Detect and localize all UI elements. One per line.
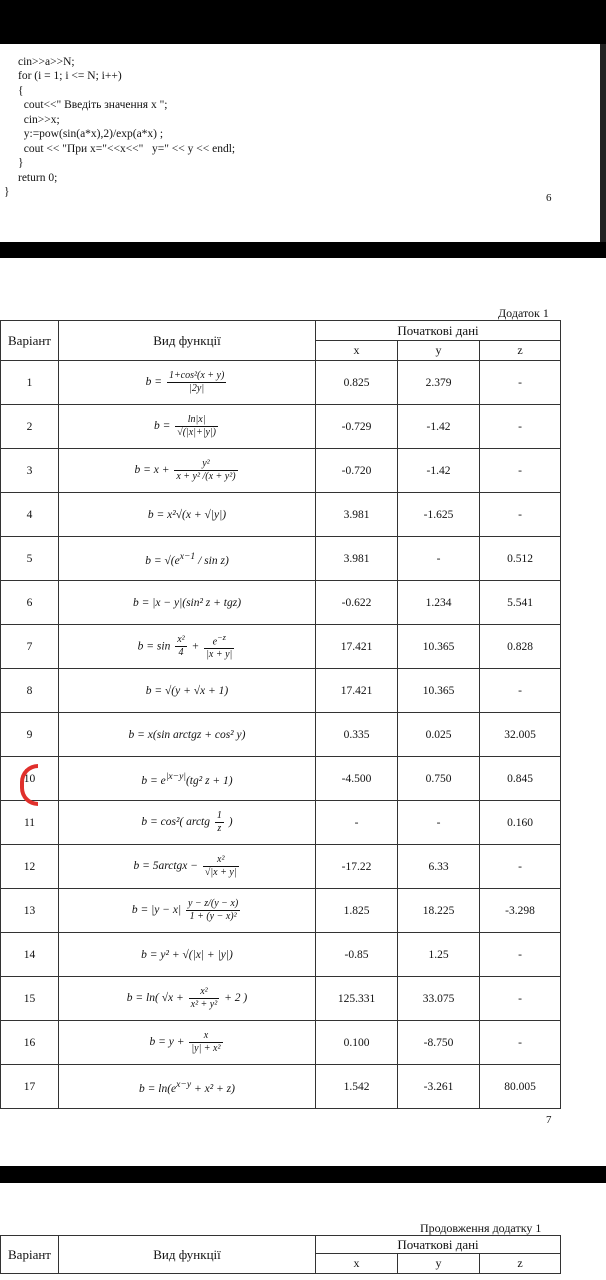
table-row [1, 1065, 561, 1109]
x-cell: 17.421 [316, 669, 398, 713]
x-cell: 125.331 [316, 977, 398, 1021]
table-row [1, 845, 561, 889]
x-header: x [316, 1254, 398, 1274]
code-line: } [4, 186, 10, 198]
variant-cell: 8 [1, 669, 59, 713]
formula-cell: b = x + $\frac{\text{y²}}{\text{x + y² /(x + y²)}}$ [59, 449, 316, 493]
page-7 [0, 258, 606, 1166]
x-cell: 0.100 [316, 1021, 398, 1065]
x-cell: 3.981 [316, 493, 398, 537]
page-number: 7 [546, 1114, 552, 1126]
code-line: { [18, 84, 24, 97]
z-cell: 0.160 [480, 801, 561, 845]
z-cell: - [480, 361, 561, 405]
y-cell: 0.025 [398, 713, 480, 757]
formula-cell: $b = e^{|x-y|}(tg^2$ z + 1) [59, 757, 316, 801]
variant-cell: 17 [1, 1065, 59, 1109]
x-cell: -17.22 [316, 845, 398, 889]
x-cell: 0.825 [316, 361, 398, 405]
formula-cell: b = x²√(x + √|y|) [59, 493, 316, 537]
formula-cell: b = y + $\frac{x}{\text{|y| + x²}}$ [59, 1021, 316, 1065]
page-8 [0, 1183, 606, 1280]
variant-header: Варіант [1, 1236, 59, 1274]
initial-data-header: Початкові дані [316, 321, 561, 341]
z-cell: - [480, 449, 561, 493]
formula-cell: b = ln( √x + $\frac{\text{x²}}{\text{x² + y²}}$ + 2 ) [59, 977, 316, 1021]
y-cell: 6.33 [398, 845, 480, 889]
x-cell: 3.981 [316, 537, 398, 581]
table-row [1, 537, 561, 581]
code-line: cout<<" Введіть значення x "; [18, 99, 168, 111]
variant-cell: 9 [1, 713, 59, 757]
table-row [1, 889, 561, 933]
formula-cell: b = $\frac{\ln|x|}{√(|x|+|y|)}$ [59, 405, 316, 449]
z-cell: - [480, 977, 561, 1021]
table-row [1, 801, 561, 845]
y-cell: -8.750 [398, 1021, 480, 1065]
y-header: y [398, 341, 480, 361]
y-cell: 1.25 [398, 933, 480, 977]
variant-cell: 7 [1, 625, 59, 669]
formula-cell: b = sin $\frac{\text{x²}}{4}$ + $\frac{e^{-z}}{|x + y|}$ [59, 625, 316, 669]
z-cell: 32.005 [480, 713, 561, 757]
z-header: z [480, 1254, 561, 1274]
code-line: cout << "При x="<<x<<" y=" << y << endl; [18, 142, 236, 155]
annex-title: Продовження додатку 1 [420, 1221, 542, 1235]
z-cell: 0.828 [480, 625, 561, 669]
x-cell: -0.720 [316, 449, 398, 493]
table-row [1, 713, 561, 757]
variants-table-continued [0, 1235, 561, 1274]
y-cell: - [398, 537, 480, 581]
variants-table [0, 320, 561, 1109]
variant-cell: 14 [1, 933, 59, 977]
table-row [1, 405, 561, 449]
y-cell: - [398, 801, 480, 845]
formula-cell: b = |x − y|(sin² z + tgz) [59, 581, 316, 625]
function-header: Вид функції [59, 1236, 316, 1274]
z-cell: - [480, 1021, 561, 1065]
page-6 [0, 44, 606, 242]
code-line: } [18, 157, 24, 169]
table-row [1, 933, 561, 977]
code-line: return 0; [18, 171, 58, 184]
y-cell: 33.075 [398, 977, 480, 1021]
z-cell: - [480, 845, 561, 889]
x-cell: 17.421 [316, 625, 398, 669]
variant-cell: 5 [1, 537, 59, 581]
variant-cell: 1 [1, 361, 59, 405]
variant-cell: 12 [1, 845, 59, 889]
table-row [1, 361, 561, 405]
variant-cell: 3 [1, 449, 59, 493]
variant-cell: 6 [1, 581, 59, 625]
y-cell: 10.365 [398, 625, 480, 669]
table-row [1, 977, 561, 1021]
formula-cell: $b = √(e^{x-1} / \sin z)$ [59, 537, 316, 581]
x-cell: - [316, 801, 398, 845]
table-row [1, 449, 561, 493]
y-cell: 2.379 [398, 361, 480, 405]
y-cell: -3.261 [398, 1065, 480, 1109]
formula-cell: b = cos²( arctg $\frac{1}{z}$ ) [59, 801, 316, 845]
x-cell: -0.85 [316, 933, 398, 977]
x-header: x [316, 341, 398, 361]
variant-cell: 2 [1, 405, 59, 449]
z-cell: 0.845 [480, 757, 561, 801]
variant-cell: 11 [1, 801, 59, 845]
variant-cell: 13 [1, 889, 59, 933]
formula-cell: $b = \ln(e^{x-y} + x^2 + z)$ [59, 1065, 316, 1109]
variant-cell: 10 [1, 757, 59, 801]
function-header: Вид функції [59, 321, 316, 361]
x-cell: 1.825 [316, 889, 398, 933]
z-cell: - [480, 669, 561, 713]
y-cell: 10.365 [398, 669, 480, 713]
y-header: y [398, 1254, 480, 1274]
y-cell: 1.234 [398, 581, 480, 625]
formula-cell: b = x(sin arctgz + cos² y) [59, 713, 316, 757]
table-row [1, 669, 561, 713]
x-cell: 1.542 [316, 1065, 398, 1109]
formula-cell: b = 5arctgx − $\frac{\text{x²}}{√|x + y|}$ [59, 845, 316, 889]
table-row [1, 493, 561, 537]
z-cell: 5.541 [480, 581, 561, 625]
z-cell: -3.298 [480, 889, 561, 933]
y-cell: -1.42 [398, 405, 480, 449]
variant-cell: 4 [1, 493, 59, 537]
code-line: for (i = 1; i <= N; i++) [18, 70, 122, 82]
y-cell: 18.225 [398, 889, 480, 933]
x-cell: -0.622 [316, 581, 398, 625]
page-number: 6 [546, 192, 552, 204]
y-cell: -1.625 [398, 493, 480, 537]
y-cell: 0.750 [398, 757, 480, 801]
code-line: cin>>x; [18, 113, 60, 126]
formula-cell: b = |y − x| $\frac{y - z/(y - x)}{\text{1 + (y − x)²}}$ [59, 889, 316, 933]
z-cell: 80.005 [480, 1065, 561, 1109]
variant-cell: 16 [1, 1021, 59, 1065]
annex-title: Додаток 1 [498, 306, 549, 320]
z-cell: 0.512 [480, 537, 561, 581]
table-row [1, 625, 561, 669]
initial-data-header: Початкові дані [316, 1236, 561, 1254]
table-row [1, 581, 561, 625]
z-cell: - [480, 405, 561, 449]
variant-cell: 15 [1, 977, 59, 1021]
formula-cell: b = y² + √(|x| + |y|) [59, 933, 316, 977]
z-header: z [480, 341, 561, 361]
code-line: cin>>a>>N; [18, 55, 75, 68]
z-cell: - [480, 493, 561, 537]
table-row [1, 757, 561, 801]
z-cell: - [480, 933, 561, 977]
x-cell: 0.335 [316, 713, 398, 757]
formula-cell: b = $\frac{\text{1+cos²(x + y)}}{|2y|}$ [59, 361, 316, 405]
variant-header: Варіант [1, 321, 59, 361]
y-cell: -1.42 [398, 449, 480, 493]
formula-cell: b = √(y + √x + 1) [59, 669, 316, 713]
code-line: y:=pow(sin(a*x),2)/exp(a*x) ; [18, 128, 164, 140]
table-row [1, 1021, 561, 1065]
x-cell: -4.500 [316, 757, 398, 801]
x-cell: -0.729 [316, 405, 398, 449]
code-listing [4, 44, 236, 214]
